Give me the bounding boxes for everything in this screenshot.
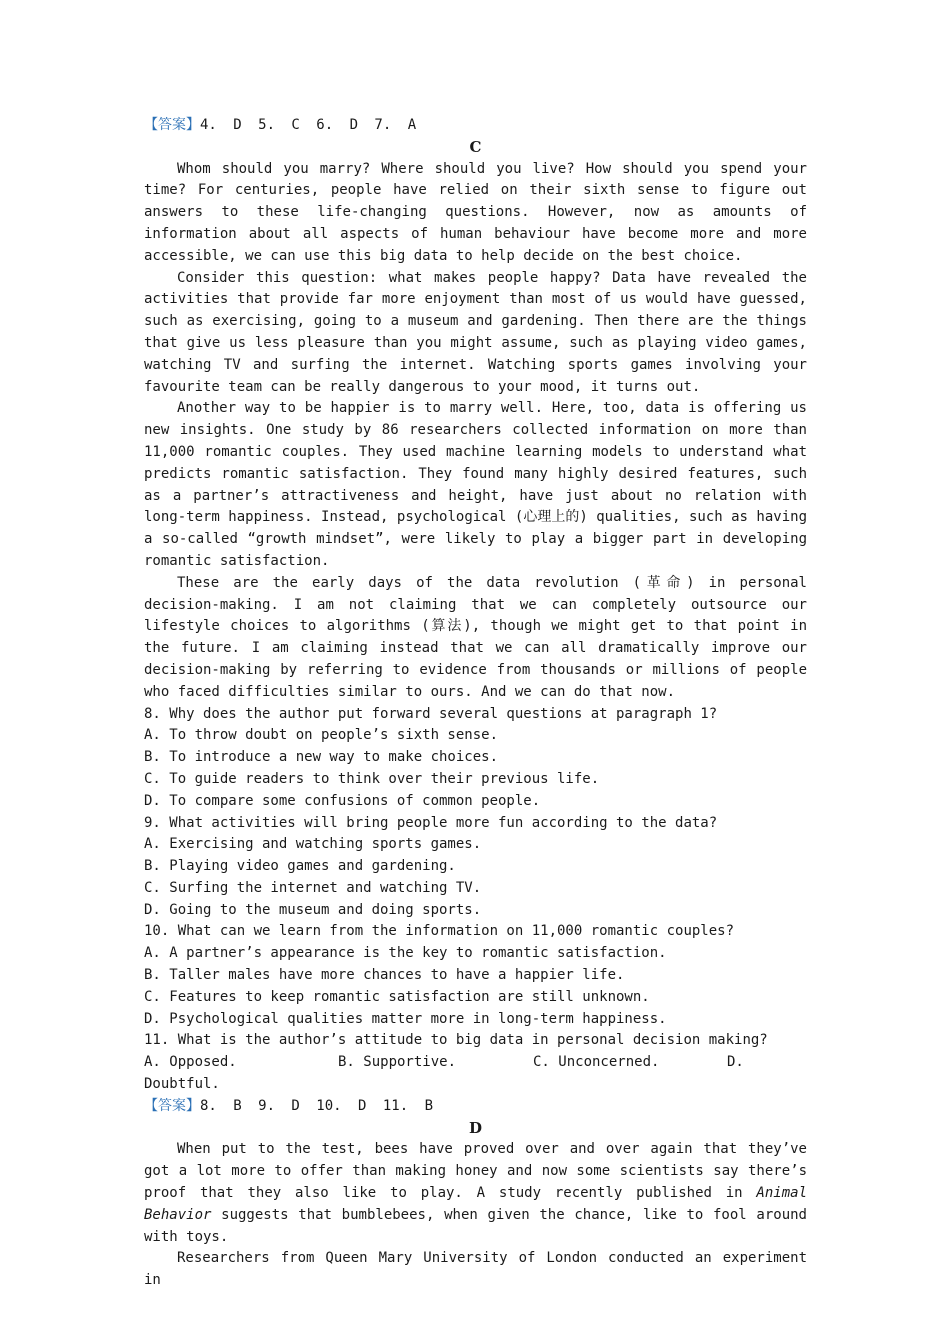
passage-d-paragraph-1 bbox=[144, 1139, 807, 1248]
question-10-option-d: D. Psychological qualities matter more in long-term happiness. bbox=[144, 1010, 667, 1027]
question-8-option-a: A. To throw doubt on people’s sixth sense. bbox=[144, 727, 499, 744]
passage-c-paragraph-4: These are the early days of the data revolution (革命) in personal decision-making. I am not claiming that we can completely outsource our lifestyle choices to algorithms (算法), though we might get to that point in the future. I am claiming instead that we can all dramatically improve our decision-making by referring to evidence from thousands or millions of people who faced difficulties similar to ours. And we can do that now. bbox=[144, 574, 807, 700]
question-11-option-d-text: Doubtful. bbox=[144, 1076, 220, 1093]
question-9-stem: 9. What activities will bring people more fun according to the data? bbox=[144, 814, 718, 831]
question-11-option-c: C. Unconcerned. bbox=[533, 1054, 660, 1071]
question-11-options-row bbox=[144, 1052, 807, 1074]
question-11-stem: 11. What is the author’s attitude to big data in personal decision making? bbox=[144, 1032, 768, 1049]
question-9-option-d: D. Going to the museum and doing sports. bbox=[144, 901, 482, 918]
passage-c-paragraph-3: Another way to be happier is to marry well. Here, too, data is offering us new insights. One study by 86 researchers collected information on more than 11,000 romantic couples. They used machine learning models to understand what predicts romantic satisfaction. They found many highly desired features, such as a partner’s attractiveness and height, have just about no relation with long-term happiness. Instead, psychological (心理上的) qualities, such as having a so-called “growth mindset”, were likely to play a bigger part in developing romantic satisfaction. bbox=[144, 400, 807, 569]
question-10-option-b: B. Taller males have more chances to have a happier life. bbox=[144, 967, 625, 984]
answer-line-2 bbox=[144, 1096, 807, 1118]
answer-tag: 【答案】 bbox=[144, 117, 200, 133]
question-9-option-c: C. Surfing the internet and watching TV. bbox=[144, 879, 482, 896]
question-11-option-a: A. Opposed. bbox=[144, 1054, 237, 1071]
question-8-stem: 8. Why does the author put forward several questions at paragraph 1? bbox=[144, 705, 718, 722]
answer-tag: 【答案】 bbox=[144, 1097, 200, 1114]
question-8-option-b: B. To introduce a new way to make choices. bbox=[144, 749, 499, 766]
passage-d-p1-before: When put to the test, bees have proved over and over again that they’ve got a lot more to offer than making honey and now some scientists say there’s proof that they also like to play. A study recently published in bbox=[144, 1141, 807, 1202]
question-8-option-c: C. To guide readers to think over their previous life. bbox=[144, 770, 600, 787]
question-10-stem: 10. What can we learn from the information on 11,000 romantic couples? bbox=[144, 923, 735, 940]
passage-d-p1-after: suggests that bumblebees, when given the chance, like to fool around with toys. bbox=[144, 1206, 807, 1245]
answer-line-1 bbox=[144, 115, 807, 137]
question-10-option-a: A. A partner’s appearance is the key to romantic satisfaction. bbox=[144, 945, 667, 962]
passage-c-paragraph-1: Whom should you marry? Where should you live? How should you spend your time? For centuries, people have relied on their sixth sense to figure out answers to these life-changing questions. However, now as amounts of information about all aspects of human behaviour have become more and more accessible, we can use this big data to help decide on the best choice. bbox=[144, 160, 807, 264]
document-page bbox=[144, 115, 807, 1292]
section-letter-d: D bbox=[468, 1118, 482, 1137]
question-11-option-b: B. Supportive. bbox=[338, 1054, 457, 1071]
answer-values: 4. D 5. C 6. D 7. A bbox=[200, 117, 417, 133]
journal-title: Animal Behavior bbox=[144, 1185, 807, 1223]
question-9-option-b: B. Playing video games and gardening. bbox=[144, 858, 456, 875]
section-letter-c: C bbox=[469, 137, 482, 156]
question-9-option-a: A. Exercising and watching sports games. bbox=[144, 836, 482, 853]
question-11-option-d-letter: D. bbox=[727, 1054, 744, 1071]
question-10-option-c: C. Features to keep romantic satisfaction are still unknown. bbox=[144, 988, 650, 1005]
passage-c-paragraph-2: Consider this question: what makes people happy? Data have revealed the activities that provide far more enjoyment than most of us would have guessed, such as exercising, going to a museum and gardening. Then there are the things that give us less pleasure than you might assume, such as playing video games, watching TV and surfing the internet. Watching sports games involving your favourite team can be really dangerous to your mood, it turns out. bbox=[144, 269, 807, 395]
question-8-option-d: D. To compare some confusions of common people. bbox=[144, 792, 541, 809]
passage-d-paragraph-2: Researchers from Queen Mary University of London conducted an experiment in bbox=[144, 1250, 807, 1289]
answer-values: 8. B 9. D 10. D 11. B bbox=[200, 1097, 434, 1114]
